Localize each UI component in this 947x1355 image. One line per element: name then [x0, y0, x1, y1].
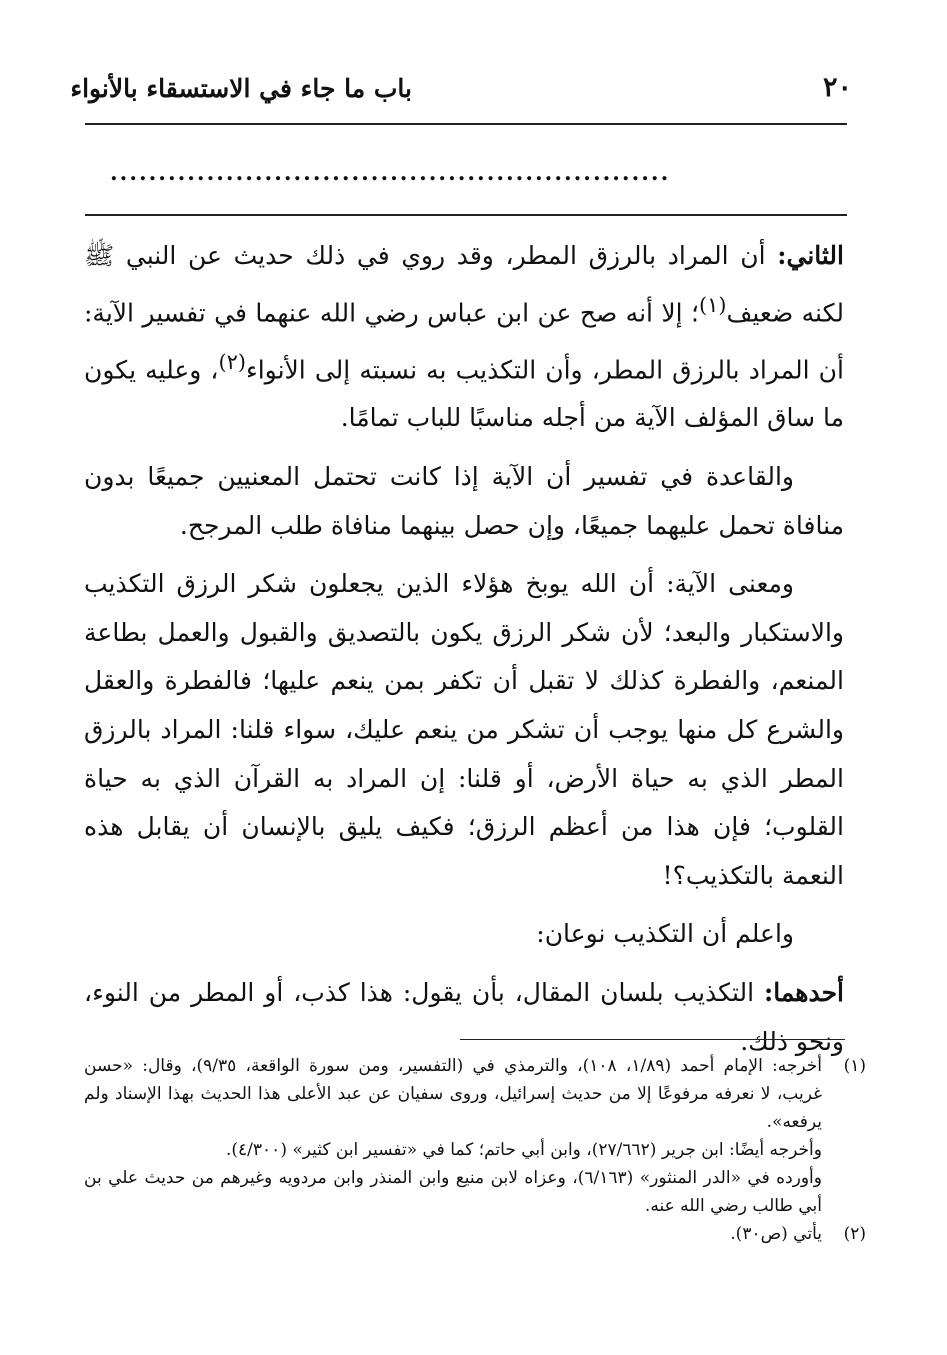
paragraph-2: والقاعدة في تفسير أن الآية إذا كانت تحتمل المعنيين جميعًا بدون منافاة تحمل عليهما جميعًا، وإن حصل بينهما منافاة طلب المرجح. [84, 462, 844, 540]
footnote-1-para-1: أخرجه: الإمام أحمد (١/٨٩، ١٠٨)، والترمذي في (التفسير، ومن سورة الواقعة، ٩/٣٥)، وقال: «حسن غريب، لا نعرفه مرفوعًا إلا من حديث إسرائيل، وروى سفيان عن عبد الأعلى هذا الحديث بهذا الإسناد ولم يرفعه». [84, 1056, 822, 1132]
footnote-ref-1[interactable]: (١) [699, 292, 727, 317]
paragraph-1 [84, 232, 844, 443]
paragraph-1-text-3: ، وعليه يكون ما ساق المؤلف الآية من أجله مناسبًا للباب تمامًا. [84, 354, 844, 433]
page-number: ٢٠ [822, 72, 852, 103]
header-rule [85, 123, 847, 125]
footnote-number: (٢) [843, 1224, 866, 1244]
footnote-ref-2[interactable]: (٢) [218, 349, 246, 374]
footnote-2-para-1: يأتي (ص٣٠). [730, 1224, 822, 1244]
section-rule [85, 214, 847, 216]
footnote-number: (١) [843, 1056, 866, 1076]
paragraph-5-text: التكذيب بلسان المقال، بأن يقول: هذا كذب، أو المطر من النوء، ونحو ذلك. [84, 977, 844, 1056]
running-title: باب ما جاء في الاستسقاء بالأنواء [70, 74, 412, 103]
paragraph-5-lead: أحدهما: [764, 977, 845, 1007]
paragraph-3: ومعنى الآية: أن الله يوبخ هؤلاء الذين يجعلون شكر الرزق التكذيب والاستكبار والبعد؛ لأن شكر الرزق يكون بالتصديق والقبول والعمل بطاعة المنعم، والفطرة كذلك لا تقبل أن تكفر بمن ينعم عليها؛ فالفطرة والعقل والشرع كل منها يوجب أن تشكر من ينعم عليك، سواء قلنا: المراد بالرزق المطر الذي به حياة الأرض، أو قلنا: إن المراد به القرآن الذي به حياة القلوب؛ فإن هذا من أعظم الرزق؛ فكيف يليق بالإنسان أن يقابل هذه النعمة بالتكذيب؟! [84, 569, 844, 890]
separator-dots: .......................................................... [110, 160, 671, 186]
paragraph-4: واعلم أن التكذيب نوعان: [536, 919, 794, 949]
main-text [84, 232, 844, 1076]
footnote-rule [460, 1039, 845, 1040]
footnote-2 [84, 1220, 866, 1248]
page-header [70, 70, 852, 116]
footnotes [84, 1052, 866, 1248]
footnote-1 [84, 1052, 866, 1220]
paragraph-1-lead: الثاني: [777, 241, 844, 270]
footnote-1-para-2: وأخرجه أيضًا: ابن جرير (٢٧/٦٦٢)، وابن أبي حاتم؛ كما في «تفسير ابن كثير» (٤/٣٠٠). [226, 1140, 822, 1160]
footnote-1-para-3: وأورده في «الدر المنثور» (٦/١٦٣)، وعزاه لابن منيع وابن المنذر وابن مردويه وغيرهم من حديث علي بن أبي طالب رضي الله عنه. [84, 1168, 822, 1216]
paragraph-1-text: أن المراد بالرزق المطر، وقد روي في ذلك حديث عن النبي ﷺ لكنه ضعيف [84, 241, 845, 327]
paragraph-1-text-2: ؛ إلا أنه صح عن ابن عباس رضي الله عنهما في تفسير الآية: أن المراد بالرزق المطر، وأن التكذيب به نسبته إلى الأنواء [84, 297, 844, 384]
